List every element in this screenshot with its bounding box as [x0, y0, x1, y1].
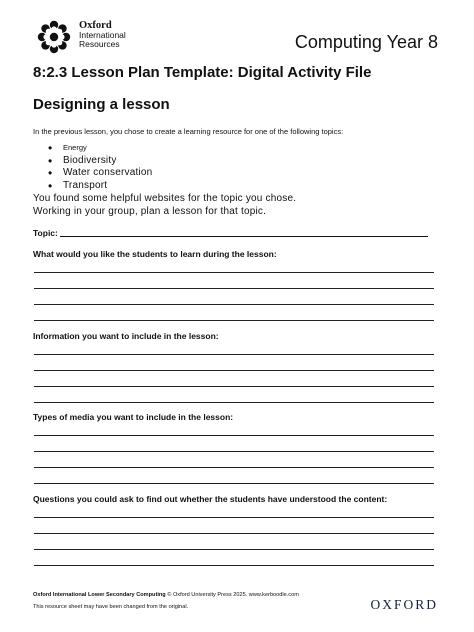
question-information: Information you want to include in the lesson:: [33, 331, 219, 341]
list-item: • Energy: [33, 142, 152, 155]
instruction-line: You found some helpful websites for the topic you chose.: [33, 193, 297, 204]
answer-line[interactable]: [34, 320, 434, 321]
answer-line[interactable]: [34, 533, 434, 534]
document-title: 8:2.3 Lesson Plan Template: Digital Activity File: [33, 64, 372, 81]
answer-line[interactable]: [34, 304, 434, 305]
answer-line[interactable]: [34, 549, 434, 550]
list-item: • Transport: [33, 180, 152, 193]
question-learning-goals: What would you like the students to learn during the lesson:: [33, 249, 277, 259]
answer-line[interactable]: [34, 517, 434, 518]
topic-answer-line[interactable]: [60, 236, 428, 237]
oxford-wordmark: OXFORD: [370, 597, 438, 612]
answer-line[interactable]: [34, 354, 434, 355]
answer-line[interactable]: [34, 288, 434, 289]
footer-credit: [33, 592, 299, 598]
logo-brand: Oxford: [79, 20, 112, 31]
answer-line[interactable]: [34, 565, 434, 566]
footer-credit-copyright: © Oxford University Press 2025. www.kerboodle.com: [165, 592, 299, 598]
intro-text: In the previous lesson, you chose to create a learning resource for one of the following topics:: [33, 127, 344, 136]
question-assessment: Questions you could ask to find out whether the students have understood the content:: [33, 494, 388, 504]
answer-line[interactable]: [34, 370, 434, 371]
oxford-flower-logo-icon: [33, 18, 75, 56]
answer-line[interactable]: [34, 435, 434, 436]
question-media-types: Types of media you want to include in the lesson:: [33, 412, 234, 422]
answer-line[interactable]: [34, 451, 434, 452]
topic-list: [33, 142, 152, 192]
list-item: • Water conservation: [33, 167, 152, 180]
answer-line[interactable]: [34, 386, 434, 387]
answer-line[interactable]: [34, 272, 434, 273]
list-item: • Biodiversity: [33, 155, 152, 168]
section-title: Designing a lesson: [33, 96, 170, 113]
answer-line[interactable]: [34, 402, 434, 403]
logo-line-international: International: [79, 29, 126, 40]
instruction-line: Working in your group, plan a lesson for that topic.: [33, 206, 267, 217]
footer-notice: This resource sheet may have been changed from the original.: [33, 604, 189, 610]
course-title: Computing Year 8: [294, 32, 438, 52]
footer-credit-title: Oxford International Lower Secondary Computing: [33, 592, 166, 598]
logo-line-resources: Resources: [79, 39, 120, 49]
answer-line[interactable]: [34, 483, 434, 484]
oxford-international-resources-logo: [33, 18, 133, 58]
answer-line[interactable]: [34, 467, 434, 468]
topic-label: Topic:: [33, 228, 58, 238]
